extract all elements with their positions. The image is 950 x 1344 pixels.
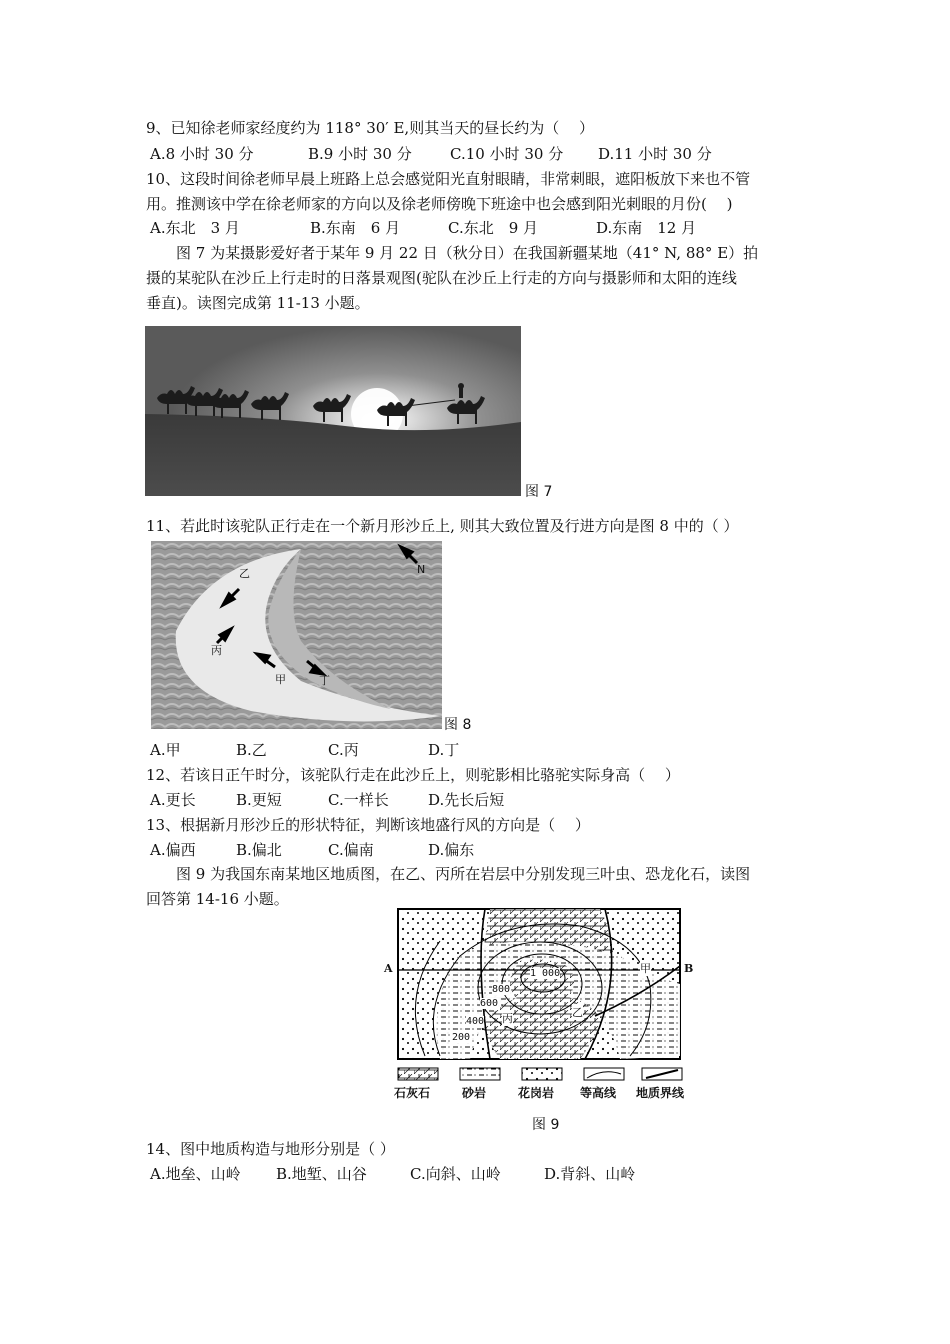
q11-option-c: C.丙 (328, 741, 359, 759)
q9-option-d: D.11 小时 30 分 (598, 145, 712, 163)
q14-option-d: D.背斜、山岭 (544, 1165, 636, 1183)
fig9-point-bing: 丙 (502, 1012, 513, 1025)
intro9-line1: 图 9 为我国东南某地区地质图，在乙、丙所在岩层中分别发现三叶虫、恐龙化石，读图 (176, 865, 751, 883)
fig9-contour-200: 200 (452, 1032, 471, 1043)
q10-option-a: A.东北 3 月 (150, 219, 240, 237)
q13-options (150, 840, 474, 860)
intro7-line1: 图 7 为某摄影爱好者于某年 9 月 22 日（秋分日）在我国新疆某地（41° N, 88° E）拍 (176, 244, 759, 262)
fig8-label-bing: 丙 (211, 644, 222, 657)
fig9-label-a: A (384, 962, 393, 975)
q13-option-c: C.偏南 (328, 841, 374, 859)
q12-option-d: D.先长后短 (428, 791, 505, 809)
fig8-dune-image (151, 541, 442, 729)
fig7-photo (145, 326, 521, 496)
q10-option-b: B.东南 6 月 (310, 219, 401, 237)
q9-options (150, 144, 712, 164)
q10-stem-line1: 10、这段时间徐老师早晨上班路上总会感觉阳光直射眼睛，非常刺眼，遮阳板放下来也不管 (146, 170, 751, 188)
fig9-contour-800: 800 (492, 984, 511, 995)
q12-options (150, 790, 504, 810)
fig9-geologic-map (380, 906, 700, 1106)
q14-options (150, 1164, 635, 1184)
fig8-arrows (151, 541, 442, 729)
legend-sandstone: 砂岩 (462, 1086, 487, 1100)
q9-stem: 9、已知徐老师家经度约为 118° 30′ E,则其当天的昼长约为（ ） (146, 119, 594, 137)
q13-option-d: D.偏东 (428, 841, 475, 859)
fig8-caption: 图 8 (444, 717, 472, 733)
fig9-caption: 图 9 (532, 1117, 560, 1133)
fig8-label-ding: 丁 (319, 674, 330, 687)
q11-option-b: B.乙 (236, 741, 267, 759)
q10-stem-line2: 用。推测该中学在徐老师家的方向以及徐老师傍晚下班途中也会感到阳光刺眼的月份( ) (146, 195, 733, 213)
fig8-label-jia: 甲 (275, 673, 286, 686)
intro7-line3: 垂直)。读图完成第 11-13 小题。 (146, 294, 370, 312)
intro9-line2: 回答第 14-16 小题。 (146, 890, 289, 908)
q13-option-a: A.偏西 (150, 841, 196, 859)
q10-options (150, 218, 696, 238)
fig7-caption: 图 7 (525, 484, 553, 500)
q14-option-b: B.地堑、山谷 (276, 1165, 367, 1183)
intro7-line2: 摄的某驼队在沙丘上行走时的日落景观图(驼队在沙丘上行走的方向与摄影师和太阳的连线 (146, 269, 737, 287)
fig9-legend (394, 1066, 694, 1104)
q11-option-d: D.丁 (428, 741, 460, 759)
fig8-label-north: N (417, 563, 426, 576)
q11-option-a: A.甲 (150, 741, 181, 759)
legend-limestone: 石灰石 (394, 1086, 431, 1100)
q13-stem: 13、根据新月形沙丘的形状特征，判断该地盛行风的方向是（ ） (146, 816, 590, 834)
q12-option-b: B.更短 (236, 791, 282, 809)
legend-granite: 花岗岩 (518, 1086, 555, 1100)
q9-option-b: B.9 小时 30 分 (308, 145, 412, 163)
q12-stem: 12、若该日正午时分，该驼队行走在此沙丘上，则驼影相比骆驼实际身高（ ） (146, 766, 680, 784)
q14-option-c: C.向斜、山岭 (410, 1165, 501, 1183)
q12-option-c: C.一样长 (328, 791, 389, 809)
fig8-label-yi: 乙 (239, 567, 250, 580)
q12-option-a: A.更长 (150, 791, 196, 809)
legend-geologic-boundary: 地质界线 (636, 1086, 685, 1100)
q11-stem: 11、若此时该驼队正行走在一个新月形沙丘上, 则其大致位置及行进方向是图 8 中的（ ） (146, 517, 739, 535)
q14-option-a: A.地垒、山岭 (150, 1165, 241, 1183)
fig9-label-b: B (684, 962, 694, 975)
fig9-contour-600: 600 (480, 998, 499, 1009)
q9-option-c: C.10 小时 30 分 (450, 145, 564, 163)
legend-contour: 等高线 (580, 1086, 617, 1100)
q13-option-b: B.偏北 (236, 841, 282, 859)
fig9-point-yi: 乙 (572, 1006, 583, 1019)
q11-options (150, 740, 459, 760)
fig9-point-jia: 甲 (640, 962, 651, 975)
q14-stem: 14、图中地质构造与地形分别是（ ） (146, 1140, 395, 1158)
fig9-contour-400: 400 (466, 1016, 485, 1027)
q9-option-a: A.8 小时 30 分 (150, 145, 254, 163)
q10-option-c: C.东北 9 月 (448, 219, 539, 237)
q10-option-d: D.东南 12 月 (596, 219, 697, 237)
fig9-contour-1000: 1 000 (530, 968, 561, 979)
